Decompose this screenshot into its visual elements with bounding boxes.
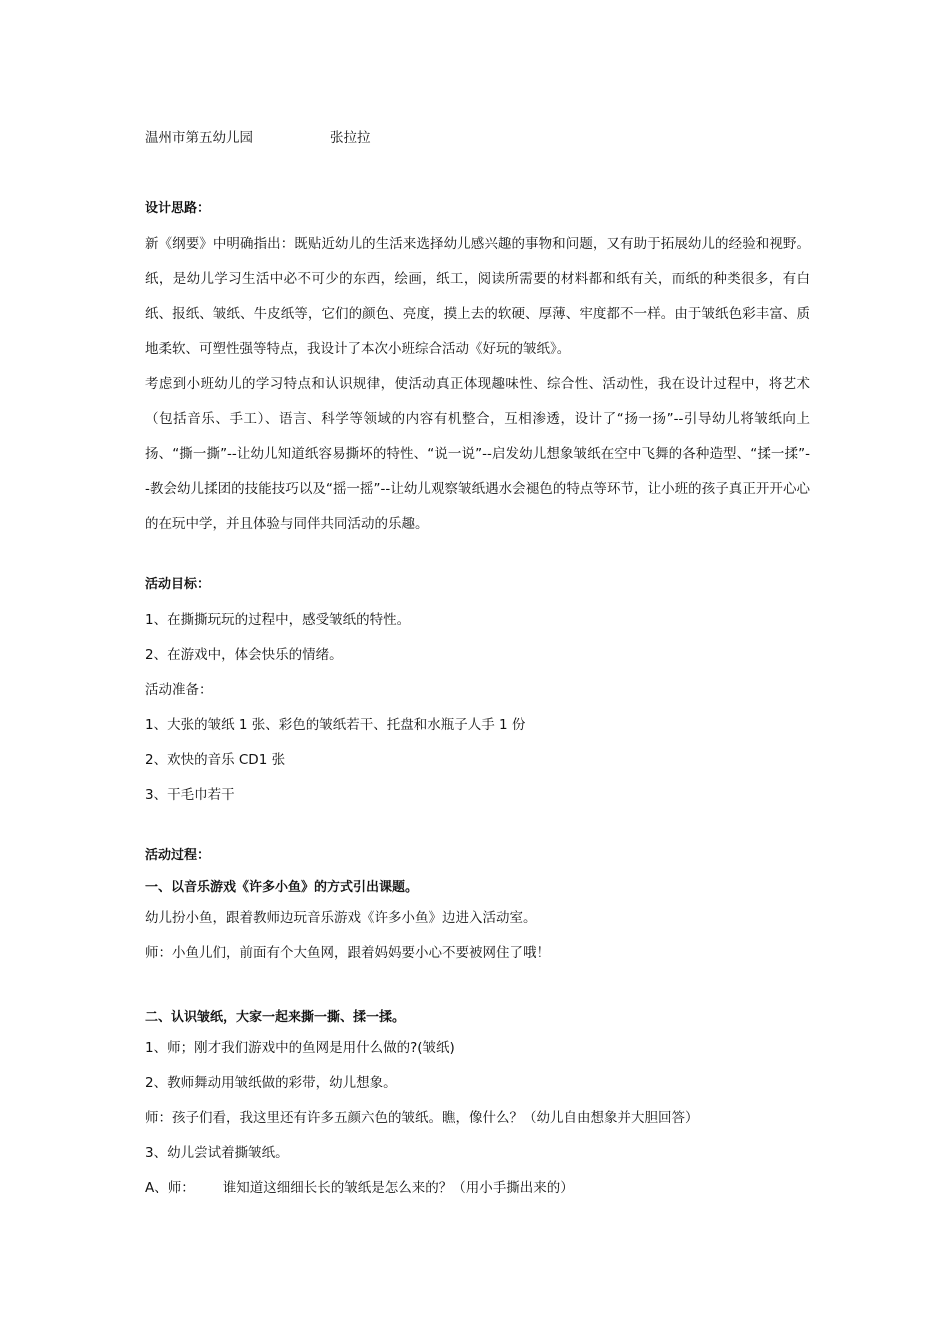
step-2-line: 2、教师舞动用皱纸做的彩带，幼儿想象。: [145, 1075, 397, 1091]
step-2-question: [145, 1171, 810, 1206]
school-name: 温州市第五幼儿园: [145, 130, 253, 146]
prep-heading: 活动准备：: [145, 682, 213, 698]
step-1-line: 师：小鱼儿们，前面有个大鱼网，跟着妈妈要小心不要被网住了哦！: [145, 945, 550, 961]
document-header: [145, 128, 810, 148]
goals-heading: 活动目标：: [145, 577, 211, 592]
goal-item: 2、在游戏中，体会快乐的情绪。: [145, 647, 343, 663]
step-2-question-label: A、师：: [145, 1180, 195, 1196]
step-2-title: 二、认识皱纸，大家一起来撕一撕、揉一揉。: [145, 1010, 406, 1025]
step-1-line: 幼儿扮小鱼，跟着教师边玩音乐游戏《许多小鱼》边进入活动室。: [145, 910, 537, 926]
design-paragraph-2: 考虑到小班幼儿的学习特点和认识规律，使活动真正体现趣味性、综合性、活动性，我在设计过程中，将艺术（包括音乐、手工）、语言、科学等领域的内容有机整合，互相渗透，设计了“扬一扬”--引导幼儿将皱纸向上扬、“撕一撕”--让幼儿知道纸容易撕坏的特性、“说一说”--启发幼儿想象皱纸在空中飞舞的各种造型、“揉一揉”--教会幼儿揉团的技能技巧以及“摇一摇”--让幼儿观察皱纸遇水会褪色的特点等环节，让小班的孩子真正开开心心的在玩中学，并且体验与同伴共同活动的乐趣。: [145, 376, 810, 532]
document-body: [145, 128, 810, 1206]
design-heading: 设计思路：: [145, 201, 211, 216]
process-heading: 活动过程：: [145, 848, 211, 863]
design-paragraph-1: 新《纲要》中明确指出：既贴近幼儿的生活来选择幼儿感兴趣的事物和问题，又有助于拓展幼儿的经验和视野。纸，是幼儿学习生活中必不可少的东西，绘画，纸工，阅读所需要的材料都和纸有关，而纸的种类很多，有白纸、报纸、皱纸、牛皮纸等，它们的颜色、亮度，摸上去的软硬、厚薄、牢度都不一样。由于皱纸色彩丰富、质地柔软、可塑性强等特点，我设计了本次小班综合活动《好玩的皱纸》。: [145, 236, 810, 357]
step-2-line: 师：孩子们看，我这里还有许多五颜六色的皱纸。瞧，像什么？（幼儿自由想象并大胆回答）: [145, 1110, 699, 1126]
step-2-line: 3、幼儿尝试着撕皱纸。: [145, 1145, 289, 1161]
author-name: 张拉拉: [330, 130, 371, 146]
prep-item: 3、干毛巾若干: [145, 787, 235, 803]
goal-item: 1、在撕撕玩玩的过程中，感受皱纸的特性。: [145, 612, 411, 628]
step-2-line: 1、师；刚才我们游戏中的鱼网是用什么做的?(皱纸): [145, 1040, 455, 1056]
step-1-title: 一、以音乐游戏《许多小鱼》的方式引出课题。: [145, 880, 419, 895]
prep-item: 1、大张的皱纸 1 张、彩色的皱纸若干、托盘和水瓶子人手 1 份: [145, 717, 526, 733]
prep-item: 2、欢快的音乐 CD1 张: [145, 752, 286, 768]
step-2-question-text: 谁知道这细细长长的皱纸是怎么来的？（用小手撕出来的）: [222, 1180, 574, 1196]
